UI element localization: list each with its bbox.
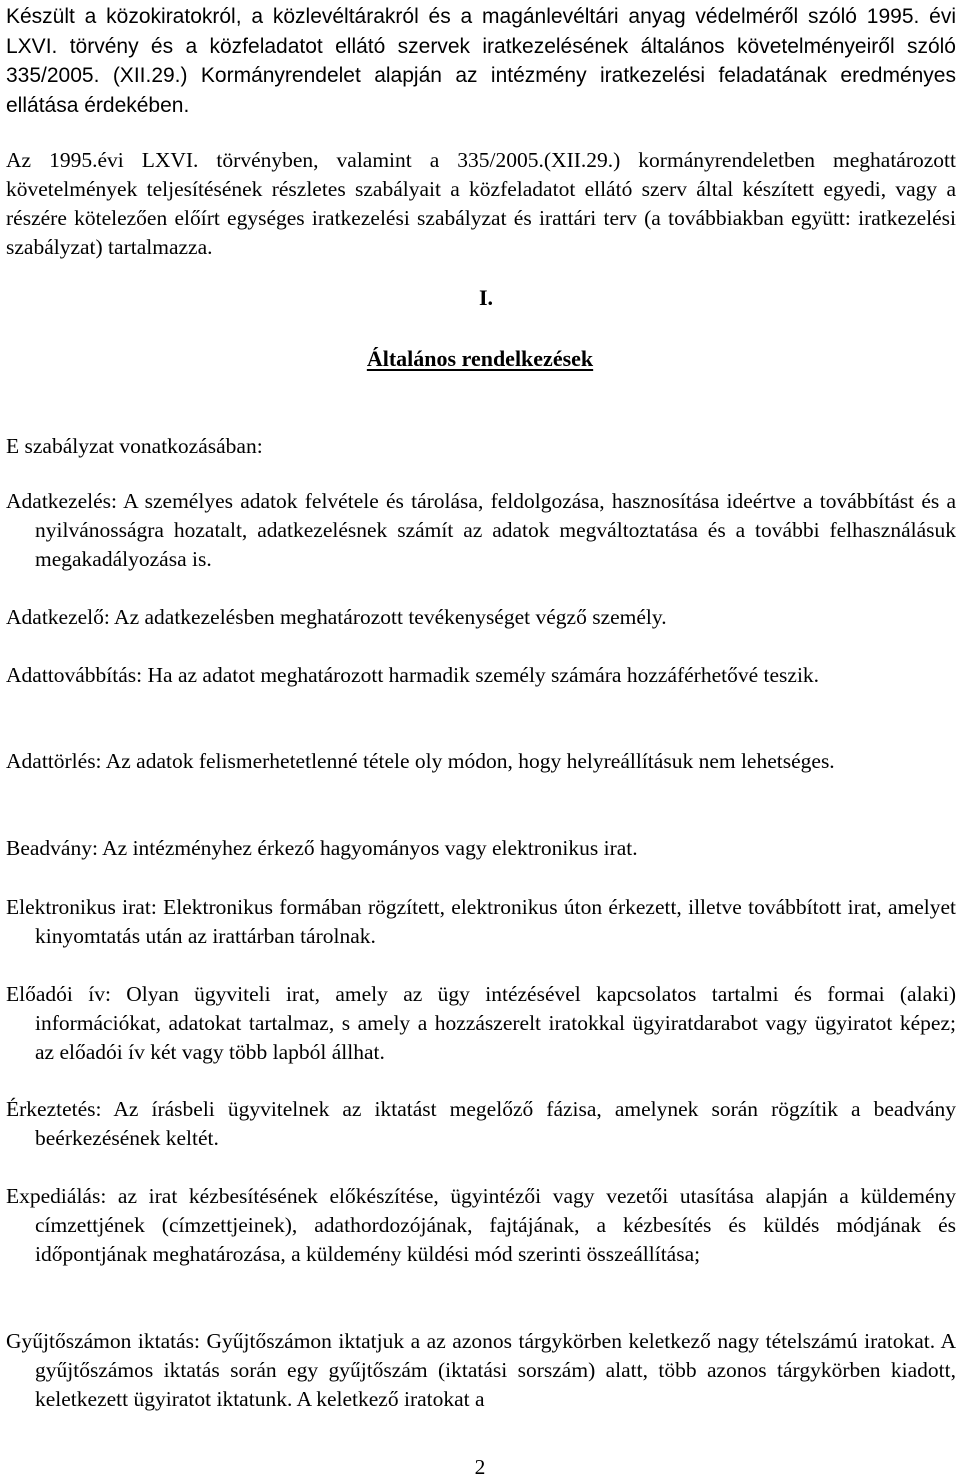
definition-elektronikus-irat: Elektronikus irat: Elektronikus formában rögzített, elektronikus úton érkezett, illetve továbbított irat, amelyet kinyomtatás után az irattárban tárolnak. [6,895,956,948]
definition-adattovabbitas: Adattovábbítás: Ha az adatot meghatározott harmadik személy számára hozzáférhetővé teszik. [6,663,820,687]
section-number: I. [478,285,494,310]
definition-beadvany: Beadvány: Az intézményhez érkező hagyományos vagy elektronikus irat. [6,836,638,860]
definition-adatkezelo: Adatkezelő: Az adatkezelésben meghatározott tevékenységet végző személy. [6,605,667,629]
definition-gyujtoszamon-iktatas: Gyűjtőszámon iktatás: Gyűjtőszámon iktatjuk a az azonos tárgykörben keletkező nagy tételszámú iratokat. A gyűjtőszámos iktatás során egy gyűjtőszám (iktatási sorszám) alatt, több azonos tárgykörben kiadott, keletkezett ügyiratot iktatunk. A keletkező iratokat a [6,1329,956,1411]
definition-adattorles: Adattörlés: Az adatok felismerhetetlenné tétele oly módon, hogy helyreállításuk nem lehetséges. [6,749,835,773]
second-paragraph: Az 1995.évi LXVI. törvényben, valamint a 335/2005.(XII.29.) kormányrendeletben meghatározott követelmények teljesítésének részletes szabályait a közfeladatot ellátó szerv által készített egyedi, vagy a részére kötelezően előírt egységes iratkezelési szabályzat és irattári terv (a továbbiakban együtt: iratkezelési szabályzat) tartalmazza. [6,148,956,259]
definition-adatkezeles: Adatkezelés: A személyes adatok felvétele és tárolása, feldolgozása, hasznosítása ideértve a továbbítást és a nyilvánosságra hozatalt, adatkezelésnek számít az adatok megváltoztatása és a további felhasználásuk megakadályozása is. [6,489,956,571]
definition-erkeztetes: Érkeztetés: Az írásbeli ügyvitelnek az iktatást megelőző fázisa, amelynek során rögzítik a beadvány beérkezésének keltét. [6,1097,956,1150]
intro-paragraph: Készült a közokiratokról, a közlevéltárakról és a magánlevéltári anyag védelméről szóló 1995. évi LXVI. törvény és a közfeladatot ellátó szervek iratkezelésének általános követelményeiről szóló 335/2005. (XII.29.) Kormányrendelet alapján az intézmény iratkezelési feladatának eredményes ellátása érdekében. [6,5,956,117]
section-title: Általános rendelkezések [366,346,594,371]
definition-expedialas: Expediálás: az irat kézbesítésének előkészítése, ügyintézői vagy vezetői utasítása alapján a küldemény címzettjének (címzettjeinek), adathordozójának, fajtájának, a kézbesítés és küldés módjának és időpontjának meghatározása, a küldemény küldési mód szerinti összeállítása; [6,1184,956,1266]
section-heading [0,344,960,373]
definition-eloadoi-iv: Előadói ív: Olyan ügyviteli irat, amely az ügy intézésével kapcsolatos tartalmi és formai (alaki) információkat, adatokat tartalmaz, s amely a hozzászerelt iratokkal ügyiratdarabot vagy ügyiratot képez; az előadói ív két vagy több lapból állhat. [6,982,956,1064]
lead-text: E szabályzat vonatkozásában: [6,434,263,458]
page-number: 2 [474,1455,486,1479]
